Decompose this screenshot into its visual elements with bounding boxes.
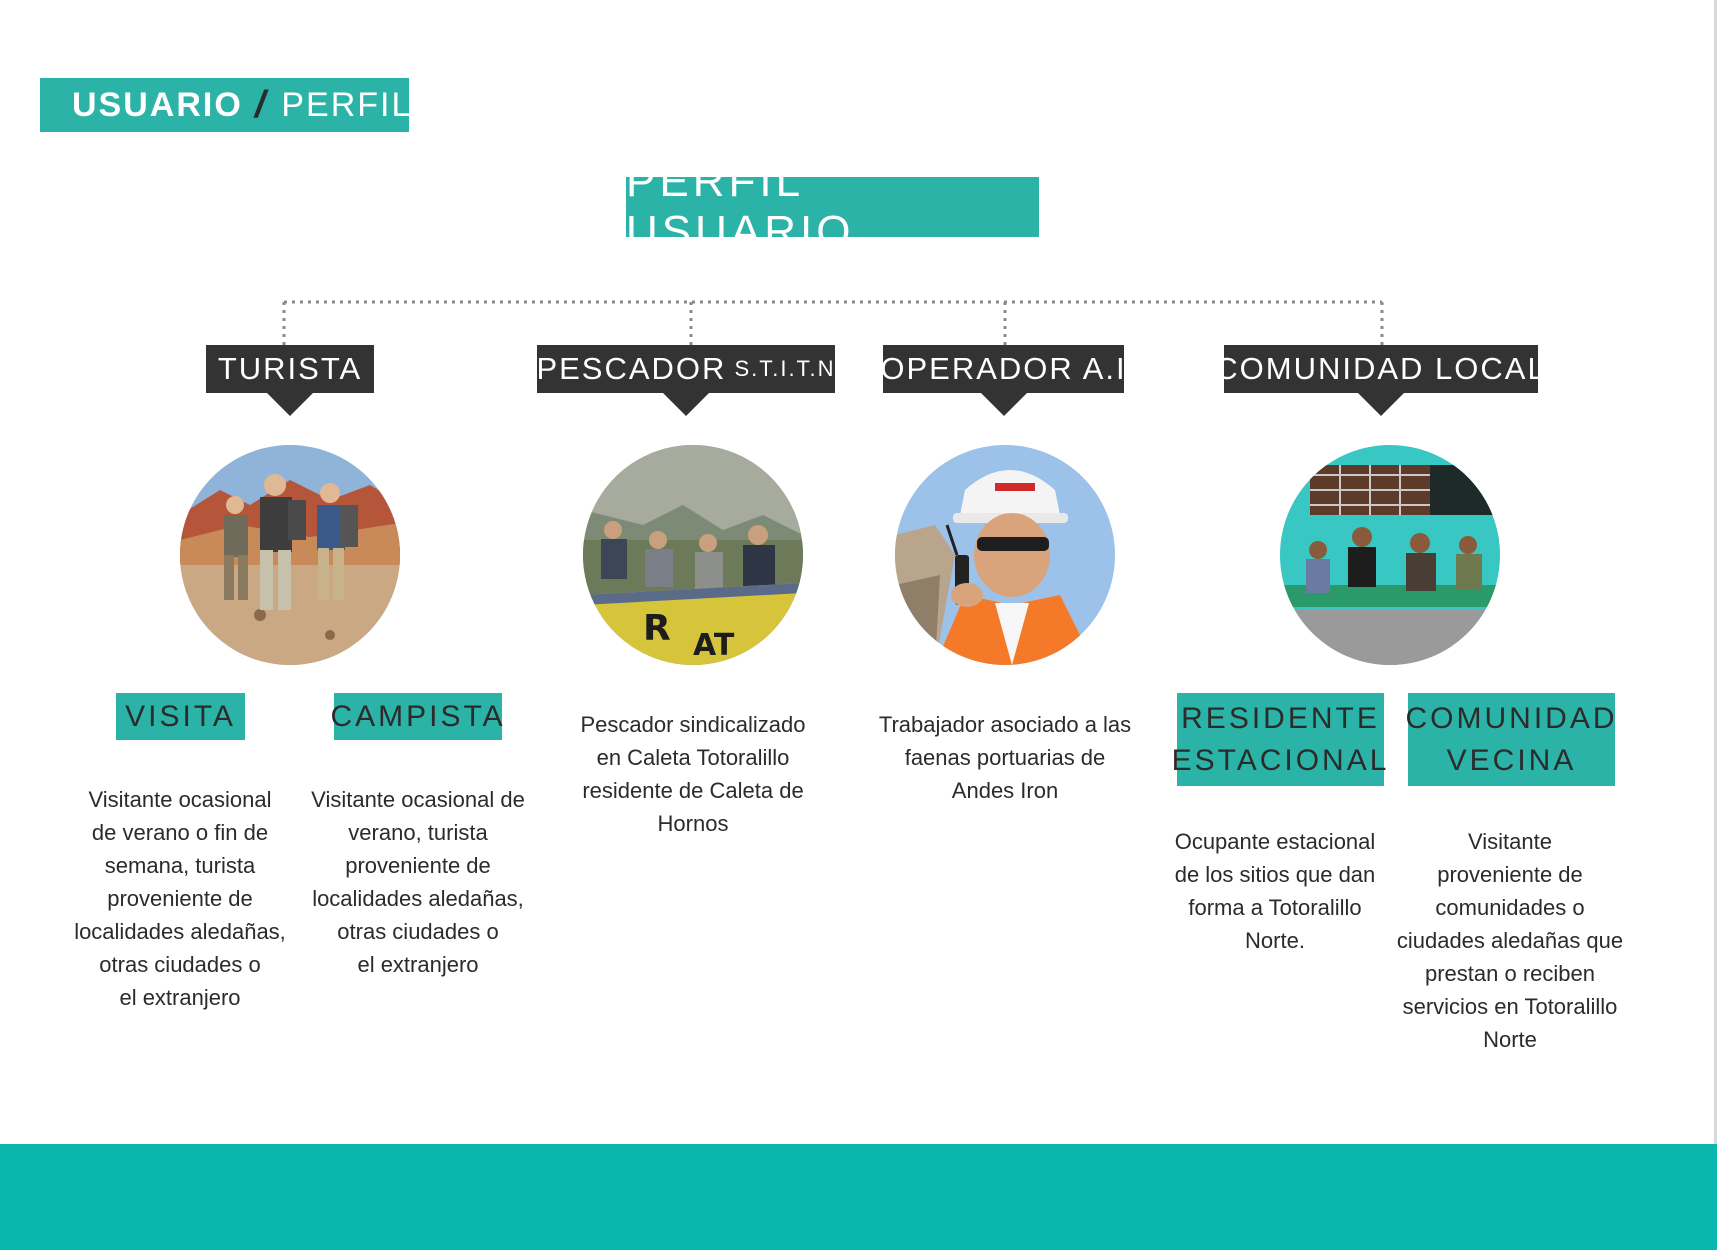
main-title: PERFIL USUARIO (626, 177, 1039, 237)
subtype-campista-label: CAMPISTA (334, 693, 502, 740)
subtype-vecina-label-line1: COMUNIDAD (1405, 701, 1618, 735)
category-turista-label: TURISTA (217, 351, 363, 386)
section-tag-separator: / (254, 83, 268, 126)
local-community-photo (1280, 445, 1500, 665)
subtype-visita-label: VISITA (116, 693, 245, 740)
subtype-campista-description: Visitante ocasional de verano, turista proveniente de localidades aledañas, otras ciudades o el extranjero (311, 787, 525, 977)
subtype-vecina-description: Visitante proveniente de comunidades o ciudades aledañas que prestan o reciben servicios en Totoralillo Norte (1396, 829, 1624, 1052)
category-pescador-label: PESCADOR (536, 351, 727, 386)
section-tag-part1: USUARIO (72, 85, 243, 124)
pescador-description: Pescador sindicalizado en Caleta Totoralillo residente de Caleta de Hornos (580, 712, 806, 836)
subtype-visita-description: Visitante ocasional de verano o fin de semana, turista proveniente de localidades aledañas, otras ciudades o el extranjero (74, 787, 286, 1010)
category-pescador-suffix: S.T.I.T.N (734, 356, 836, 381)
hikers-photo (180, 445, 400, 665)
subtype-vecina-label (1405, 693, 1618, 786)
category-pescador (537, 345, 835, 393)
subtype-residente-label-line2: ESTACIONAL (1171, 743, 1390, 777)
category-comunidad-local (1215, 345, 1547, 393)
svg-text:AT: AT (693, 628, 735, 663)
svg-text:R: R (643, 608, 671, 649)
category-comunidad-local-label: COMUNIDAD LOCAL (1215, 351, 1547, 386)
operador-description: Trabajador asociado a las faenas portuarias de Andes Iron (878, 712, 1132, 803)
category-operador-label: OPERADOR A.I (880, 351, 1127, 386)
category-operador (880, 345, 1127, 393)
category-turista (206, 345, 374, 393)
fishermen-photo (583, 445, 803, 665)
subtype-residente-label (1171, 693, 1390, 786)
port-worker-photo (895, 445, 1115, 665)
subtype-vecina-label-line2: VECINA (1446, 743, 1577, 777)
subtype-residente-description: Ocupante estacional de los sitios que dan forma a Totoralillo Norte. (1174, 829, 1376, 953)
section-tag-part2: PERFIL (281, 85, 413, 124)
footer-band (0, 1144, 1717, 1250)
connector-lines (0, 0, 1717, 360)
subtype-residente-label-line1: RESIDENTE (1181, 701, 1380, 735)
